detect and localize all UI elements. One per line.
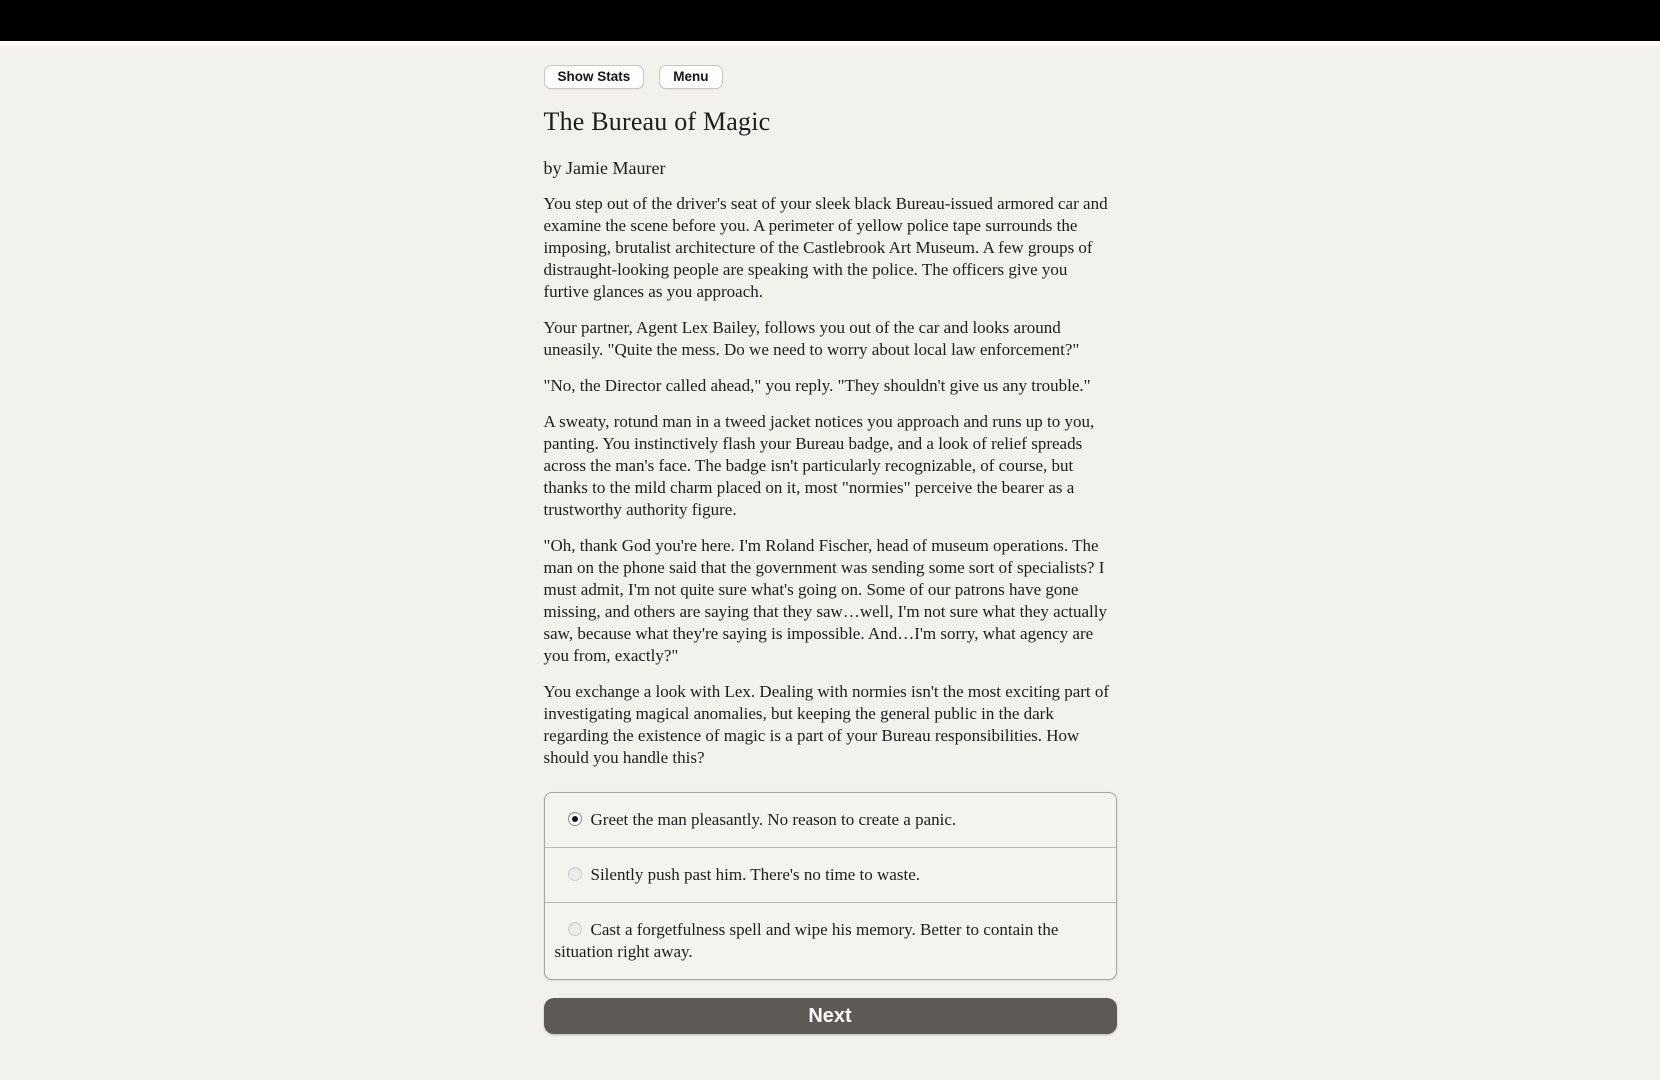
top-letterbox-bar: [0, 0, 1660, 41]
story-paragraph: Your partner, Agent Lex Bailey, follows you out of the car and looks around uneasily. "Quite the mess. Do we need to worry about local law enforcement?": [543, 318, 1080, 359]
choice-option[interactable]: [545, 902, 1116, 979]
story-column: [544, 46, 1117, 1034]
story-text: [544, 193, 1117, 769]
show-stats-button[interactable]: Show Stats: [544, 65, 645, 89]
radio-button-icon[interactable]: [568, 922, 582, 936]
choice-group: [544, 792, 1117, 980]
radio-button-icon[interactable]: [568, 867, 582, 881]
story-paragraph: A sweaty, rotund man in a tweed jacket notices you approach and runs up to you, panting. You instinctively flash your Bureau badge, and a look of relief spreads across the man's face. The badge isn't particularly recognizable, of course, but thanks to the mild charm placed on it, most "normies" perceive the bearer as a trustworthy authority figure.: [543, 412, 1095, 519]
story-paragraph: You step out of the driver's seat of your sleek black Bureau-issued armored car and examine the scene before you. A perimeter of yellow police tape surrounds the imposing, brutalist architecture of the Castlebrook Art Museum. A few groups of distraught-looking people are speaking with the police. The officers give you furtive glances as you approach.: [543, 194, 1108, 301]
choice-option-label: Cast a forgetfulness spell and wipe his memory. Better to contain the situation right away.: [554, 920, 1059, 961]
story-author: by Jamie Maurer: [543, 158, 666, 178]
toolbar: [544, 65, 1117, 89]
next-button[interactable]: Next: [544, 998, 1117, 1034]
choice-option-label: Greet the man pleasantly. No reason to create a panic.: [590, 810, 957, 829]
choice-option-label: Silently push past him. There's no time to waste.: [590, 865, 920, 884]
story-paragraph: "No, the Director called ahead," you reply. "They shouldn't give us any trouble.": [543, 376, 1091, 395]
menu-button[interactable]: Menu: [659, 65, 722, 89]
choice-option[interactable]: [545, 847, 1116, 902]
radio-button-icon[interactable]: [568, 812, 582, 826]
story-paragraph: "Oh, thank God you're here. I'm Roland Fischer, head of museum operations. The man on the phone said that the government was sending some sort of specialists? I must admit, I'm not quite sure what's going on. Some of our patrons have gone missing, and others are saying that they saw…well, I'm not sure what they actually saw, because what they're saying is impossible. And…I'm sorry, what agency are you from, exactly?": [543, 536, 1107, 665]
page-title: The Bureau of Magic: [543, 107, 771, 136]
choice-option[interactable]: [545, 793, 1116, 847]
story-paragraph: You exchange a look with Lex. Dealing with normies isn't the most exciting part of investigating magical anomalies, but keeping the general public in the dark regarding the existence of magic is a part of your Bureau responsibilities. How should you handle this?: [543, 682, 1110, 767]
